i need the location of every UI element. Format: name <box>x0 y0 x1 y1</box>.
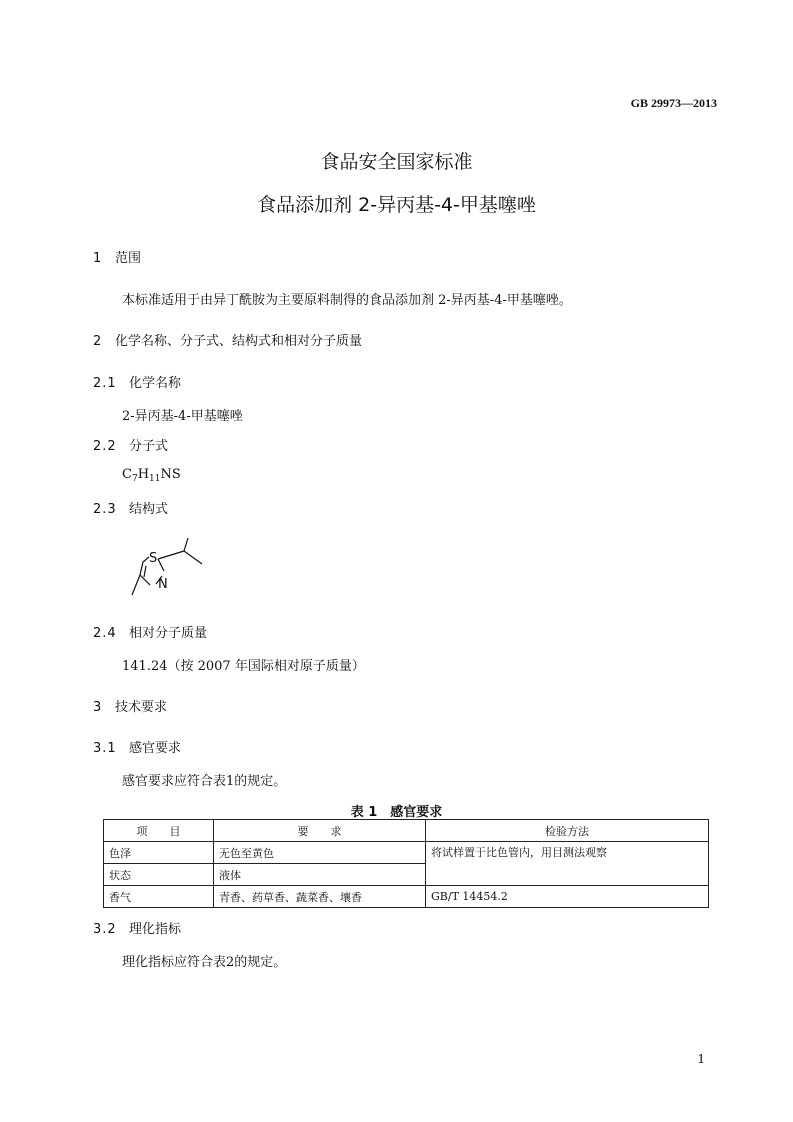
section-3-heading <box>93 696 167 715</box>
section-2-1-heading <box>93 372 181 391</box>
table-row <box>104 886 709 908</box>
section-title: 感官要求 <box>129 741 182 756</box>
structural-formula <box>118 528 218 606</box>
section-3-2-heading <box>93 918 181 937</box>
table-cell: 液体 <box>214 864 426 886</box>
section-2-3-heading <box>93 498 168 517</box>
section-number: 2.4 <box>93 626 117 641</box>
section-number: 3.2 <box>93 922 117 937</box>
column-header: 要 求 <box>214 820 426 842</box>
table-cell: 色泽 <box>104 842 214 864</box>
section-number: 1 <box>93 251 102 266</box>
section-1-heading <box>93 247 141 266</box>
section-title: 技术要求 <box>115 700 168 715</box>
section-title: 范围 <box>115 251 142 266</box>
section-title: 理化指标 <box>129 922 182 937</box>
table-cell: 香气 <box>104 886 214 908</box>
section-2-4-heading <box>93 622 207 641</box>
section-number: 3.1 <box>93 741 117 756</box>
page-number: 1 <box>697 1052 705 1066</box>
table-cell: 将试样置于比色管内，用目测法观察 <box>426 842 709 886</box>
section-title: 相对分子质量 <box>129 626 208 641</box>
section-2-2-heading <box>93 435 168 454</box>
table-cell: GB/T 14454.2 <box>426 886 709 908</box>
sulfur-atom: S <box>149 551 158 566</box>
section-number: 2.1 <box>93 376 117 391</box>
table-header-row <box>104 820 709 842</box>
section-3-1-text: 感官要求应符合表1的规定。 <box>122 774 287 789</box>
molecular-formula: $C_7H_{11}NS$ <box>122 467 181 484</box>
section-number: 3 <box>93 700 102 715</box>
section-number: 2.2 <box>93 439 117 454</box>
section-title: 化学名称 <box>129 376 182 391</box>
section-number: 2.3 <box>93 502 117 517</box>
table-cell: 无色至黄色 <box>214 842 426 864</box>
table-1-caption: 表 1 感官要求 <box>350 805 443 820</box>
table-cell: 青香、药草香、蔬菜香、壤香 <box>214 886 426 908</box>
standard-code: GB 29973—2013 <box>630 96 717 110</box>
section-title: 分子式 <box>129 439 169 454</box>
column-header: 项 目 <box>104 820 214 842</box>
section-1-text: 本标准适用于由异丁酰胺为主要原料制得的食品添加剂 2-异丙基-4-甲基噻唑。 <box>122 293 572 308</box>
section-title: 结构式 <box>129 502 169 517</box>
table-cell: 状态 <box>104 864 214 886</box>
molecular-weight: 141.24（按 2007 年国际相对原子质量） <box>122 659 365 674</box>
section-3-1-heading <box>93 737 181 756</box>
section-number: 2 <box>93 334 102 349</box>
section-title: 化学名称、分子式、结构式和相对分子质量 <box>115 334 363 349</box>
section-3-2-text: 理化指标应符合表2的规定。 <box>122 955 287 970</box>
doc-title-line2: 食品添加剂 2-异丙基-4-甲基噻唑 <box>257 194 536 216</box>
chemical-name: 2-异丙基-4-甲基噻唑 <box>122 409 243 424</box>
sensory-requirements-table <box>103 819 709 908</box>
column-header: 检验方法 <box>426 820 709 842</box>
section-2-heading <box>93 330 362 349</box>
doc-title-line1: 食品安全国家标准 <box>320 151 473 173</box>
table-row <box>104 842 709 864</box>
nitrogen-atom: N <box>158 577 168 592</box>
